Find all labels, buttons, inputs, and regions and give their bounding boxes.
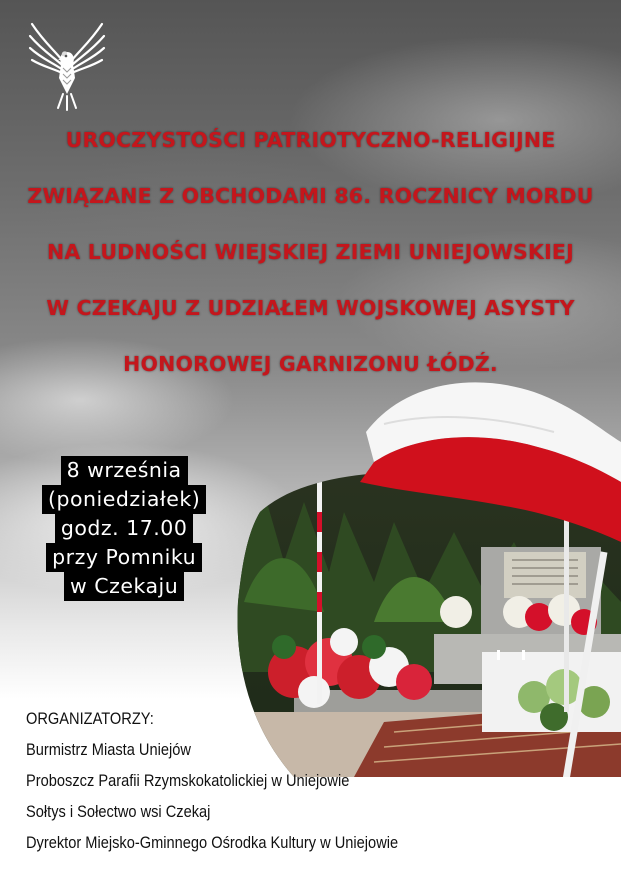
event-title <box>20 112 601 392</box>
organizers-section <box>26 703 459 858</box>
organizer-item: Sołtys i Sołectwo wsi Czekaj <box>26 802 211 821</box>
organizers-label: ORGANIZATORZY: <box>26 709 154 728</box>
organizer-item: Dyrektor Miejsko-Gminnego Ośrodka Kultury w Uniejowie <box>26 833 399 852</box>
title-line: HONOROWEJ GARNIZONU ŁÓDŹ. <box>123 352 498 376</box>
event-weekday: (poniedziałek) <box>42 485 206 514</box>
title-line: UROCZYSTOŚCI PATRIOTYCZNO-RELIGIJNE <box>65 128 556 152</box>
event-place: przy Pomniku <box>46 543 202 572</box>
organizer-item: Proboszcz Parafii Rzymskokatolickiej w Uniejowie <box>26 771 350 790</box>
organizer-item: Burmistrz Miasta Uniejów <box>26 740 191 759</box>
event-time: godz. 17.00 <box>55 514 194 543</box>
title-line: NA LUDNOŚCI WIEJSKIEJ ZIEMI UNIEJOWSKIEJ <box>47 240 574 264</box>
event-details <box>42 456 206 601</box>
title-line: W CZEKAJU Z UDZIAŁEM WOJSKOWEJ ASYSTY <box>46 296 575 320</box>
event-location: w Czekaju <box>64 572 184 601</box>
title-line: ZWIĄZANE Z OBCHODAMI 86. ROCZNICY MORDU <box>27 184 594 208</box>
event-date: 8 września <box>61 456 188 485</box>
eagle-icon <box>26 20 108 112</box>
